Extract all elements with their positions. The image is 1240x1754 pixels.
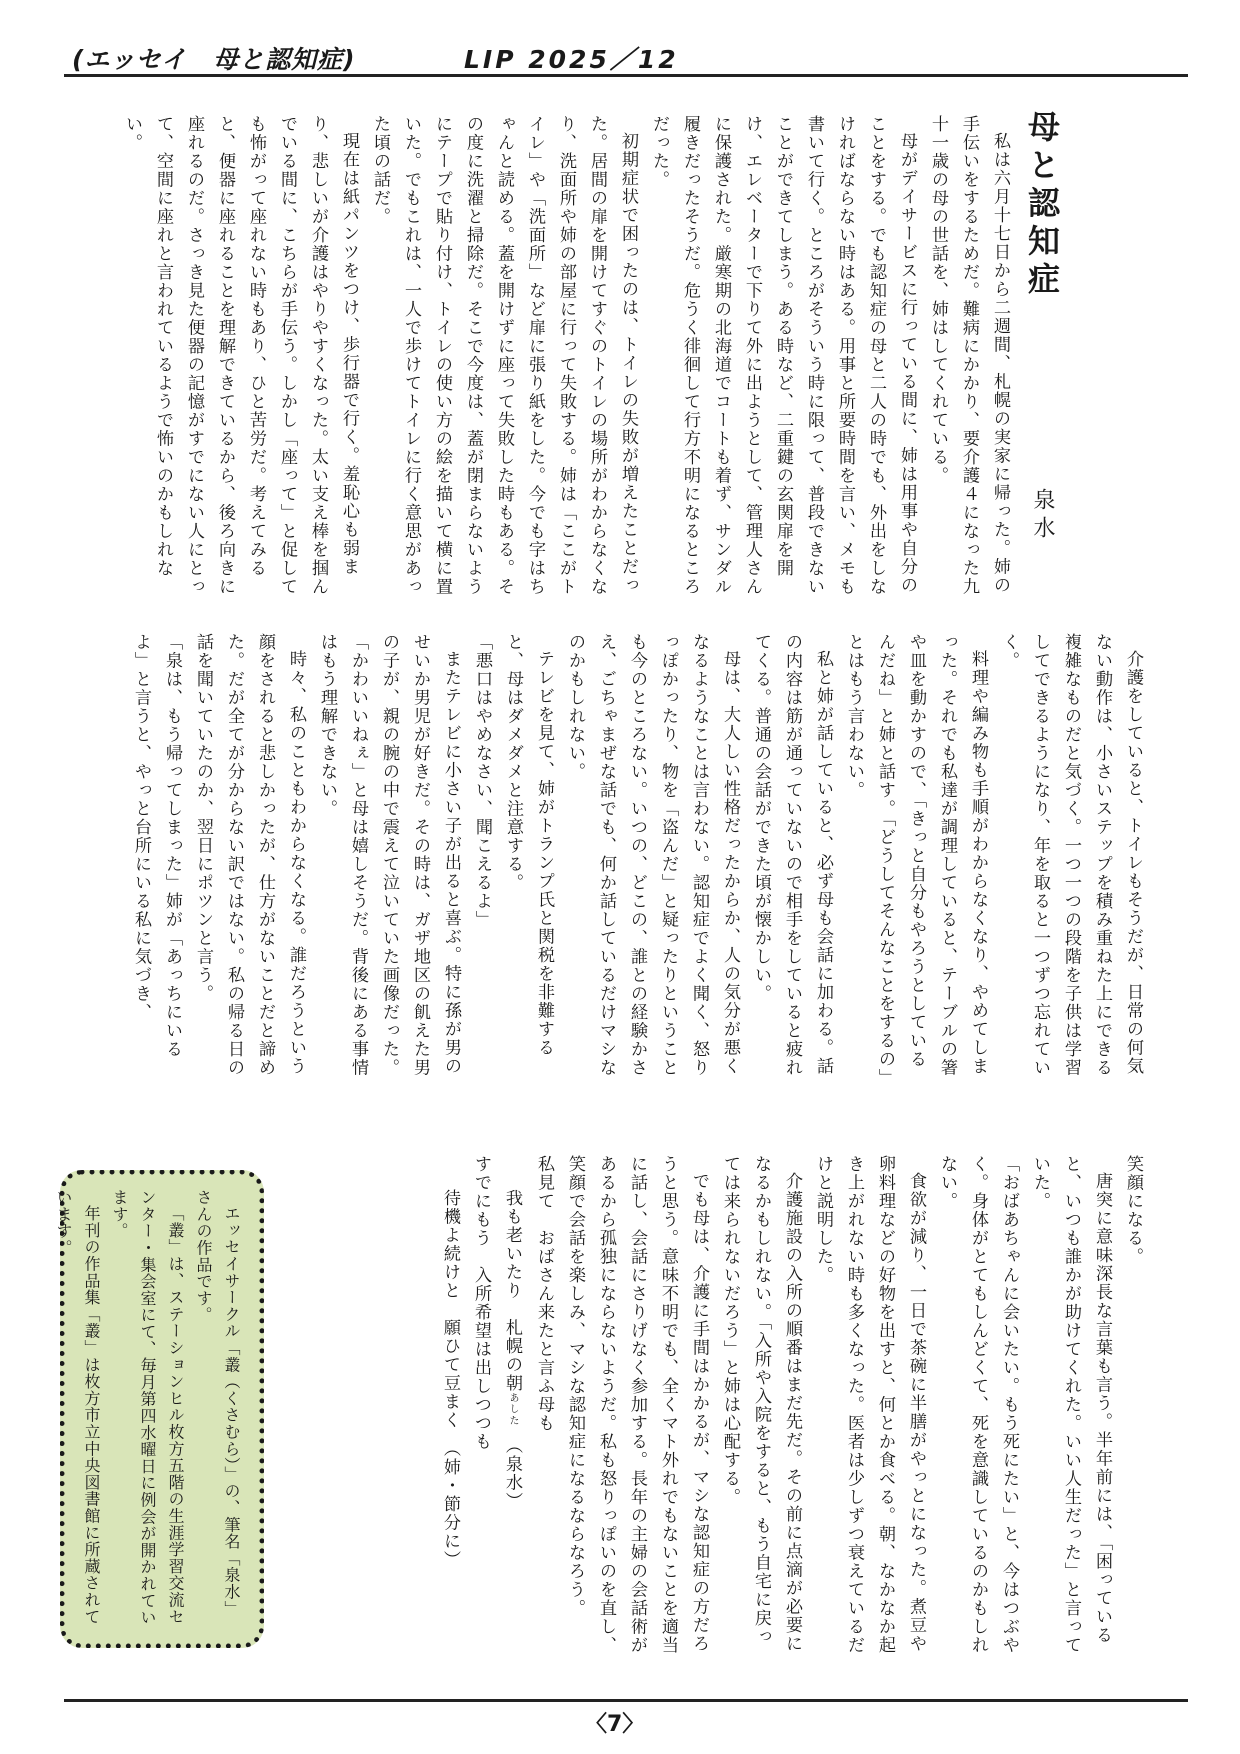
article-section-1 (122, 115, 1015, 603)
paragraph: 介護施設の入所の順番はまだ先だ。その前に点滴が必要になるかもしれない。「入所や入院をすると、もう自宅に戻っては来られないだろう」と姉は心配する。 (720, 1155, 802, 1654)
paragraph: 母がデイサービスに行っている間に、姉は用事や自分のことをする。でも認知症の母と二人の時でも、外出をしなければならない時はある。用事と所要時間を言い、メモも書いて行く。ところがそういう時に限って、普段できないことができてしまう。ある時など、二重鍵の玄関扉を開け、エレベーターで下りて外に出ようとして、管理人さんに保護された。厳寒期の北海道でコートも着ず、サンダル履きだったそうだ。危うく徘徊して行方不明になるところだった。 (649, 115, 917, 596)
note-paragraph: 年刊の作品集「叢」は枚方市立中央図書館に所蔵されています。 (54, 1189, 101, 1625)
paragraph: 現在は紙パンツをつけ、歩行器で行く。羞恥心も弱まり、悲しいが介護はやりやすくなった。太い支え棒を掴んでいる間に、こちらが手伝う。しかし「座って」と促しても怖がって座れない時もあり、ひと苦労だ。考えてみると、便器に座れることを理解できているから、後ろ向きに座れるのだ。さっき見た便器の記憶がすでにない人にとって、空間に座れと言われているようで怖いのかもしれない。 (122, 115, 359, 596)
circle-info-text (54, 1189, 245, 1629)
publication-label: LIP 2025／12 (464, 45, 679, 74)
article-section-2 (104, 633, 1148, 1083)
quote: 「おばあちゃんに会いたい。もう死にたい」と、今はつぶやく。身体がとてもしんどくて、死を意識しているのかもしれない。 (937, 1155, 1019, 1655)
note-paragraph: エッセイサークル「叢（くさむら）」の、筆名「泉水」さんの作品です。 (194, 1189, 241, 1617)
page-number: 〈7〉 (585, 1712, 645, 1737)
paragraph: テレビを見て、姉がトランプ氏と関税を非難すると、母はダメダメと注意する。 (503, 633, 554, 1058)
paragraph: 私は六月十七日から二週間、札幌の実家に帰った。姉の手伝いをするためだ。難病にかかり、要介護４になった九十一歳の母の世話を、姉はしてくれている。 (928, 115, 1010, 596)
article-author: 泉水 (1030, 488, 1055, 544)
tanka-signature: （姉・節分に） (440, 1448, 460, 1570)
paragraph: 初期症状で困ったのは、トイレの失敗が増えたことだった。居間の扉を開けてすぐのトイレの場所がわからなくなり、洗面所や姉の部屋に行って失敗する。姉は「ここがトイレ」や「洗面所」など扉に張り紙をした。今でも字はちゃんと読める。蓋を開けずに座って失敗した時もある。その度に洗濯と掃除だ。そこで今度は、蓋が閉まらないようにテープで貼り付け、トイレの使い方の絵を描いて横に置いた。でもこれは、一人で歩けてトイレに行く意思があった頃の話だ。 (370, 115, 638, 596)
ruby-reading: あした (507, 1392, 518, 1427)
paragraph: 食欲が減り、一日で茶碗に半膳がやっとになった。煮豆や卵料理などの好物を出すと、何とか食べる。朝、なかなか起き上がれない時も多くなった。医者は少しずつ衰えているだけと説明した。 (813, 1155, 926, 1655)
quote: 「悪口はやめなさい、聞こえるよ」 (472, 633, 492, 929)
tanka-line: 我も老いたり 札幌の朝あした （泉水） (502, 1189, 522, 1511)
paragraph: 唐突に意味深長な言葉も言う。半年前には、「困っていると、いつも誰かが助けてくれた。いい人生だった」と言っていた。 (1030, 1155, 1112, 1655)
tanka-line: 私見て おばさん来たと言ふ母も (534, 1155, 554, 1433)
quote: 「かわいいねぇ」と母は嬉しそうだ。背後にある事情はもう理解できない。 (317, 633, 368, 1077)
tanka-line: すでにもう 入所希望は出しつつも (471, 1155, 491, 1451)
tanka-signature: （泉水） (502, 1445, 522, 1511)
paragraph: またテレビに小さい子が出ると喜ぶ。特に孫が男のせいか男児が好きだ。その時は、ガザ地区の飢えた男の子が、親の腕の中で震えて泣いていた画像だった。 (379, 633, 461, 1077)
paragraph: 母は、大人しい性格だったからか、人の気分が悪くなるようなことは言わない。認知症でよく聞く、怒りっぽかったり、物を「盗んだ」と疑ったりということも今のところない。いつの、どこの、誰との経験かさえ、ごちゃまぜな話でも、何か話しているだけマシなのかもしれない。 (565, 633, 740, 1077)
tanka-line: 待機よ続けと 願ひて豆まく （姉・節分に） (440, 1189, 460, 1570)
article-title: 母と認知症 (1023, 110, 1061, 300)
paragraph: 介護をしていると、トイレもそうだが、日常の何気ない動作は、小さいステップを積み重ねた上にできる複雑なものだと気づく。一つ一つの段階を子供は学習してできるようになり、年を取ると一つずつ忘れていく。 (999, 633, 1143, 1077)
footer-rule (64, 1699, 1188, 1702)
paragraph: 時々、私のこともわからなくなる。誰だろうという顔をされると悲しかったが、仕方がないことだと諦めた。だが全てが分からない訳ではない。私の帰る日の話を聞いていたのか、翌日にポツンと言う。 (193, 633, 306, 1077)
paragraph: でも母は、介護に手間はかかるが、マシな認知症の方だろうと思う。意味不明でも、全くマト外れでもないことを適当に話し、会話にさりげなく参加する。長年の主婦の会話術があるから孤独にならないようだ。私も怒りっぽいのを直し、笑顔で会話を楽しみ、マシな認知症になるならなろう。 (565, 1155, 709, 1655)
paragraph: 料理や編み物も手順がわからなくなり、やめてしまった。それでも私達が調理していると、テーブルの箸や皿を動かすので、「きっと自分もやろうとしているんだね」と姉と話す。「どうしてそんなことをするの」とはもう言わない。 (844, 633, 988, 1079)
article-section-3 (428, 1155, 1148, 1660)
paragraph: 笑顔になる。 (1123, 1155, 1143, 1266)
header-rule (64, 74, 1188, 77)
quote: 「泉は、もう帰ってしまった」姉が「あっちにいるよ」と言うと、やっと台所にいる私に気づき、 (131, 633, 182, 1059)
page-header (64, 36, 1188, 76)
section-label: (エッセイ 母と認知症) (72, 45, 356, 74)
circle-info-box (54, 1170, 264, 1648)
paragraph: 私と姉が話していると、必ず母も会話に加わる。話の内容は筋が通っていないので相手をしていると疲れてくる。普通の会話ができた頃が懐かしい。 (751, 633, 833, 1077)
note-paragraph: 「叢」は、ステーションヒル枚方五階の生涯学習交流センター・集会室にて、毎月第四水曜日に例会が開かれています。 (110, 1189, 185, 1626)
